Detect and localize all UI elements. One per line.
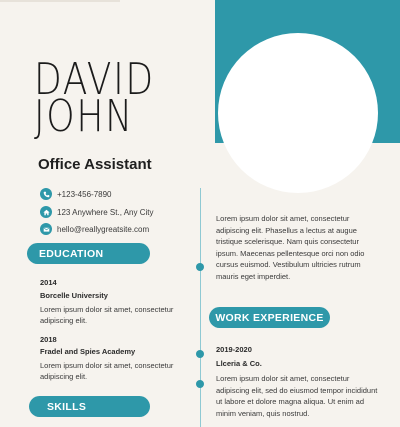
- email-text: hello@reallygreatsite.com: [57, 224, 150, 234]
- education-school: Fradel and Spies Academy: [40, 347, 136, 356]
- skills-heading: SKILLS: [29, 396, 150, 417]
- timeline-line: [200, 188, 201, 427]
- mail-icon: [40, 223, 52, 235]
- education-school: Borcelle University: [40, 291, 108, 300]
- timeline-dot: [196, 380, 204, 388]
- education-description: Lorem ipsum dolor sit amet, consectetur adipiscing elit.: [40, 361, 174, 381]
- top-divider: [0, 0, 120, 2]
- address-text: 123 Anywhere St., Any City: [57, 207, 154, 217]
- contact-phone: [40, 188, 112, 200]
- work-company: Llceria & Co.: [216, 359, 262, 368]
- home-icon: [40, 206, 52, 218]
- education-heading: EDUCATION: [27, 243, 150, 264]
- last-name: JOHN: [34, 91, 134, 142]
- phone-text: +123-456-7890: [57, 189, 112, 199]
- work-years: 2019-2020: [216, 345, 252, 354]
- contact-address: [40, 206, 154, 218]
- contact-email: [40, 223, 149, 235]
- education-year: 2018: [40, 335, 57, 344]
- timeline-dot: [196, 263, 204, 271]
- profile-summary: Lorem ipsum dolor sit amet, consectetur adipiscing elit. Phasellus a lectus at augue tristique scelerisque. Nam quis consectetur ipsum. Maecenas pellentesque orci non odio cursus euismod. Vestibulum ultricies rutrum mauris eget imperdiet.: [216, 214, 365, 281]
- first-name: DAVID: [34, 54, 155, 105]
- phone-icon: [40, 188, 52, 200]
- timeline-dot: [196, 350, 204, 358]
- profile-photo-placeholder: [218, 33, 378, 193]
- work-experience-heading: WORK EXPERIENCE: [209, 307, 330, 328]
- education-year: 2014: [40, 278, 57, 287]
- job-title: Office Assistant: [38, 156, 152, 173]
- work-description: Lorem ipsum dolor sit amet, consectetur adipiscing elit, sed do eiusmod tempor incididunt ut labore et dolore magna aliqua. Ut enim ad minim veniam, quis nostrud.: [216, 374, 378, 418]
- education-description: Lorem ipsum dolor sit amet, consectetur adipiscing elit.: [40, 305, 174, 325]
